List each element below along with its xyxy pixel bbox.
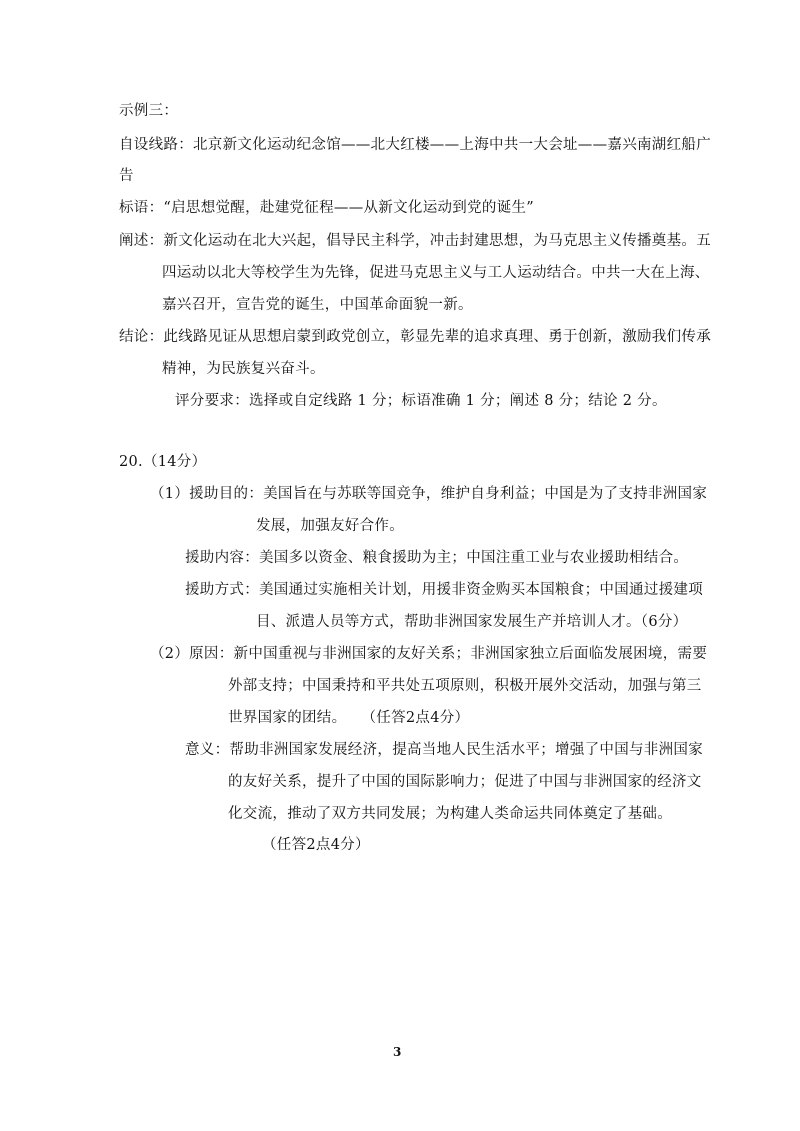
conclusion-line-1: 结论：此线路见证从思想启蒙到政党创立，彰显先辈的追求真理、勇于创新，激励我们传承 bbox=[119, 329, 711, 345]
elaboration-line-2: 四运动以北大等校学生为先锋，促进马克思主义与工人运动结合。中共一大在上海、 bbox=[162, 265, 710, 281]
example-heading: 示例三： bbox=[119, 103, 179, 119]
conclusion-line-2: 精神，为民族复兴奋斗。 bbox=[162, 361, 325, 377]
page-number: 3 bbox=[393, 1045, 402, 1059]
meaning-line-3: 化交流，推动了双方共同发展；为构建人类命运共同体奠定了基础。 bbox=[228, 806, 672, 822]
scoring-requirements: 评分要求：选择或自定线路 1 分；标语准确 1 分；阐述 8 分；结论 2 分。 bbox=[175, 393, 667, 409]
reason-line-2: 外部支持；中国秉持和平共处五项原则，积极开展外交活动，加强与第三 bbox=[228, 678, 702, 694]
reason-line-3: 世界国家的团结。 （任答2点4分） bbox=[228, 710, 470, 726]
route-line-2: 告 bbox=[119, 168, 134, 184]
route-line-1: 自设线路：北京新文化运动纪念馆——北大红楼——上海中共一大会址——嘉兴南湖红船广 bbox=[119, 137, 711, 153]
elaboration-line-1: 阐述：新文化运动在北大兴起，倡导民主科学，冲击封建思想，为马克思主义传播奠基。五 bbox=[119, 233, 711, 249]
aid-method-line-1: 援助方式：美国通过实施相关计划，用援非资金购买本国粮食；中国通过援建项 bbox=[185, 582, 703, 598]
aid-method-line-2: 目、派遣人员等方式，帮助非洲国家发展生产并培训人才。（6分） bbox=[256, 614, 688, 630]
meaning-score-note: （任答2点4分） bbox=[262, 837, 370, 853]
meaning-line-1: 意义：帮助非洲国家发展经济，提高当地人民生活水平；增强了中国与非洲国家 bbox=[185, 742, 703, 758]
aid-content-line: 援助内容：美国多以资金、粮食援助为主；中国注重工业与农业援助相结合。 bbox=[185, 550, 689, 566]
aid-purpose-line-2: 发展，加强友好合作。 bbox=[256, 518, 404, 534]
meaning-line-2: 的友好关系，提升了中国的国际影响力；促进了中国与非洲国家的经济文 bbox=[228, 774, 702, 790]
aid-purpose-line-1: （1）援助目的：美国旨在与苏联等国竞争，维护自身利益；中国是为了支持非洲国家 bbox=[150, 486, 708, 502]
reason-line-1: （2）原因：新中国重视与非洲国家的友好关系；非洲国家独立后面临发展困境，需要 bbox=[150, 646, 708, 662]
slogan-line: 标语：“启思想觉醒，赴建党征程——从新文化运动到党的诞生” bbox=[119, 200, 535, 216]
question-20-header: 20.（14分） bbox=[119, 454, 207, 470]
elaboration-line-3: 嘉兴召开，宣告党的诞生，中国革命面貌一新。 bbox=[162, 297, 473, 313]
